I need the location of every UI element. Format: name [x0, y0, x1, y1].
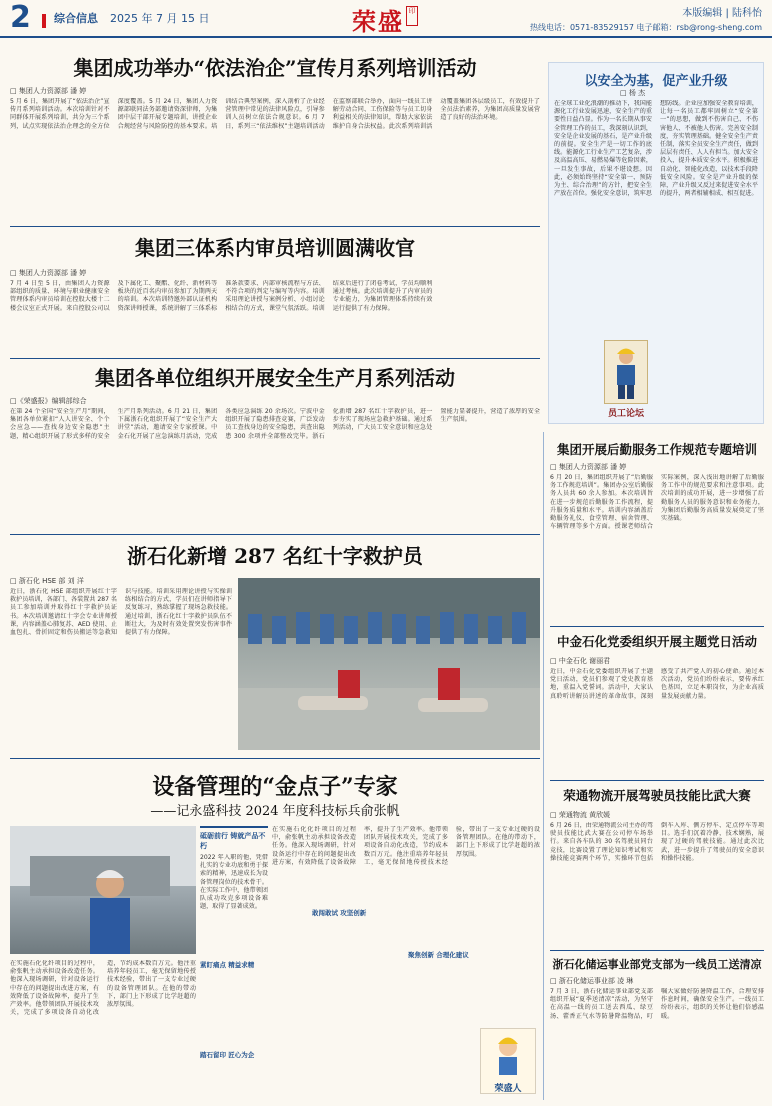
article-6-byline: □ 集团人力资源部 潘 婷	[550, 463, 627, 471]
page-category: 综合信息	[54, 12, 98, 25]
article-2-body: 7 月 4 日至 5 日，由集团人力资源部组织的质量、环境与职业健康安全管理体系内审员培训在控股大楼十二楼会议室正式开展。来自控股公司以及下属化工、聚酯、化纤、新材料等板块的近百名内审员参加了为期两天的培训。本次培训特邀外部认证机构资深讲师授课，系统讲解了三体系标准条款要求、内部审核流程与方法、不符合项的判定与编写等内容。培训采用理论讲授与案例分析、小组讨论相结合的方式，课堂气氛活跃。培训结束后进行了闭卷考试，学员均顺利通过考核。此次培训提升了内审员的专业能力，为集团管理体系持续有效运行提供了有力保障。	[10, 280, 433, 312]
article-6-title: 集团开展后勤服务工作规范专题培训	[556, 442, 757, 457]
article-6-body: 6 月 20 日，集团组织开展了“后勤服务工作规范培训”。集团办公室后勤服务人员共 60 余人参加。本次培训旨在进一步规范后勤服务工作流程，提升服务质量和水平。培训内容涵盖后勤服务礼仪、食堂管理、宿舍管理、车辆管理等多个方面。授课老师结合实际案例，深入浅出地讲解了后勤服务工作中的规范要求和注意事项。此次培训的成功开展，进一步增强了后勤服务人员的服务意识和业务能力，为集团后勤服务高质量发展奠定了坚实基础。	[550, 474, 764, 531]
article-9-byline: □ 浙石化储运事业部 凌 琳	[550, 977, 634, 985]
worker-portrait-icon	[10, 826, 196, 954]
article-4-title: 浙石化新增 287 名红十字救护员	[127, 544, 423, 568]
divider	[10, 534, 540, 535]
article-3-body: 在第 24 个全国“安全生产月”期间，集团各单位紧扣“人人讲安全、个个会应急——查找身边安全隐患”主题，精心组织开展了形式多样的安全生产月系列活动。6 月 21 日，集团下属浙石化组织开展了“安全生产大讲堂”活动，邀请安全专家授课。中金石化开展了应急演练月活动，完成各类应急演练 20 余场次。宁波中金组织开展了隐患排查竞赛，广泛发动员工查找身边的安全隐患，共查出隐患 300 余项并全部整改完毕。浙石化新增 287 名红十字救护员，进一步夯实了现场应急救护基础。通过系列活动，广大员工安全意识和应急处置能力显著提升，营造了浓厚的安全生产氛围。	[10, 408, 540, 440]
article-5-subtitle: ——记永盛科技 2024 年度科技标兵俞张帆	[150, 804, 400, 819]
article-2-title: 集团三体系内审员培训圆满收官	[135, 236, 415, 260]
cartoon-box	[480, 1028, 536, 1094]
cpr-training-photo	[238, 578, 540, 750]
section-heading-2: 敢闯敢试 攻坚创新	[312, 909, 367, 917]
opinion-illustration	[604, 340, 648, 404]
article-9-body: 7 月 3 日，浙石化储运事业部党支部组织开展“夏季送清凉”活动，为坚守在高温一线的员工送去西瓜、绿豆汤、藿香正气水等防暑降温物品，叮嘱大家做好防暑降温工作，合理安排作息时间，确保安全生产。一线员工纷纷表示，组织的关怀让他们倍感温暖。	[550, 988, 764, 1020]
article-7-title: 中金石化党委组织开展主题党日活动	[556, 634, 757, 649]
opinion-caption: 员工论坛	[607, 409, 644, 419]
employee-photo	[10, 826, 196, 954]
issue-date: 2025 年 7 月 15 日	[110, 12, 210, 25]
article-5-body: 在实施石化化纤项目的过程中，俞张帆主动承担设备改造任务。他深入现场调研，针对设备运行中存在的问题提出改进方案，有效降低了设备故障率，提升了生产效率。他带领团队开展技术攻关，完成了多项设备自动化改造，节约成本数百万元。他注重培养年轻员工，毫无保留地传授技术经验，带出了一支专业过硬的设备管理团队。在他的带动下，部门上下形成了比学赶超的浓厚氛围。	[272, 826, 540, 866]
logo-seal-icon: 印	[406, 6, 418, 26]
quote-title: 砥砺前行 铸就产品不朽	[200, 832, 266, 850]
divider	[10, 358, 540, 359]
article-7-body: 近日，中金石化党委组织开展了主题党日活动，党员们参观了党史教育基地，重温入党誓词。活动中，大家认真聆听讲解员讲述的革命故事，深刻感受了共产党人的初心使命。通过本次活动，党员们纷纷表示，要传承红色基因，立足本职岗位，为企业高质量发展贡献力量。	[550, 668, 764, 700]
cartoon-worker-icon	[481, 1029, 535, 1077]
divider	[10, 226, 540, 227]
section-heading-4: 踏石留印 匠心为企	[200, 1051, 255, 1059]
newspaper-logo: 荣盛	[352, 7, 404, 36]
article-5-body-extra: 在实施石化化纤项目的过程中，俞张帆主动承担设备改造任务。他深入现场调研，针对设备运行中存在的问题提出改进方案，有效降低了设备故障率，提升了生产效率。他带领团队开展技术攻关，完成了多项设备自动化改造，节约成本数百万元。他注重培养年轻员工，毫无保留地传授技术经验，带出了一支专业过硬的设备管理团队。在他的带动下，部门上下形成了比学赶超的浓厚氛围。	[10, 960, 196, 1017]
quote-body: 2022 年入职的他，凭借扎实的专业功底和勇于探索的精神，迅速成长为设备管理岗位的技术骨干。在实际工作中，他带领团队成功攻克多项设备难题，取得了显著成效。	[200, 854, 268, 911]
training-scene-icon	[238, 578, 540, 750]
divider	[550, 950, 764, 951]
article-1-title: 集团成功举办“依法治企”宣传月系列培训活动	[73, 56, 477, 80]
article-1-byline: □ 集团人力资源部 潘 婷	[10, 87, 87, 95]
section-heading-1: 紧盯痛点 精益求精	[200, 961, 255, 969]
cartoon-caption: 荣盛人	[494, 1084, 522, 1094]
article-9-title: 浙石化储运事业部党支部为一线员工送清凉	[552, 958, 762, 971]
article-8-byline: □ 荣通物流 黄欣媛	[550, 811, 611, 819]
opinion-byline: □ 杨 杰	[620, 89, 646, 97]
article-8-body: 6 月 26 日，由荣通物流公司主办的驾驶员技能比武大赛在公司停车场举行。来自各车队的 30 名驾驶员同台竞技，比赛设置了理论知识考试和实操技能竞赛两个环节，实操环节包括倒车入库、侧方停车、定点停车等项目。选手们沉着冷静，技术娴熟，展现了过硬的驾驶技能。通过此次比武，进一步提升了驾驶员的安全意识和操作技能。	[550, 822, 764, 862]
page-number: 2	[10, 0, 31, 35]
contact-line: 热线电话：0571-83529157 电子邮箱：rsb@rong-sheng.com	[529, 23, 762, 32]
quote-column	[200, 826, 268, 956]
section-heading-3: 聚焦创新 合理化建议	[408, 951, 469, 959]
divider	[550, 626, 764, 627]
article-5-title: 设备管理的“金点子”专家	[152, 774, 398, 800]
article-4-byline: □ 浙石化 HSE 部 刘 洋	[10, 577, 84, 585]
article-8-title: 荣通物流开展驾驶员技能比武大赛	[563, 788, 751, 803]
page-number-accent	[42, 14, 46, 28]
opinion-body: 在全球工业化浪潮的推动下，我国能源化工行业发展迅速，安全生产的重要性日益凸显。作为一名长期从事安全管理工作的员工，我深刻认识到，安全是企业发展的基石，是产业升级的前提。安全生产是一切工作的底线。能源化工行业生产工艺复杂，涉及高温高压、易燃易爆等危险因素，一旦发生事故，后果不堪设想。因此，必须始终坚持“安全第一、预防为主、综合治理”的方针，把安全生产放在首位。强化安全意识，筑牢思想防线。企业应加强安全教育培训，让每一名员工都牢固树立“安全第一”的思想，做到不伤害自己、不伤害他人、不被他人伤害。完善安全制度，夯实管理基础。健全安全生产责任制，落实全员安全生产责任，做到层层有责任、人人有担当。加大安全投入，提升本质安全水平。积极推进自动化、智能化改造，以技术手段降低安全风险。安全是产业升级的保障，产业升级又反过来促进安全水平的提升，两者相辅相成、相互促进。	[554, 100, 758, 198]
divider	[550, 780, 764, 781]
article-1-body: 5 月 6 日，集团开展了“依法治企”宣传月系列培训活动。本次培训针对不同群体开展系列培训，共分为三个系列，试点实现依法治企理念的全方位深度覆盖。5 月 24 日，集团人力资源部联同法务部邀请资深律师，为集团中层干部开展专题培训，讲授企业合规经营与风险防控的基本要求。培训结合典型案例，深入剖析了企业经营管理中常见的法律风险点，引导参训人员树立依法合规意识。6 月 7 日，系列三“依法维权”主题培训活动在监察部联合举办，面向一线员工讲解劳动合同、工伤保险等与员工切身利益相关的法律知识，帮助大家依法维护自身合法权益。此次系列培训活动覆盖集团各层级员工，有效提升了全员法治素养，为集团高质量发展营造了良好的法治环境。	[10, 98, 540, 130]
page-editor: 本版编辑 | 陆科怡	[682, 8, 762, 19]
article-3-byline: □《荣盛报》编辑部综合	[10, 397, 87, 405]
article-7-byline: □ 中金石化 谢丽君	[550, 657, 611, 665]
article-2-byline: □ 集团人力资源部 潘 婷	[10, 269, 87, 277]
divider	[10, 758, 540, 759]
article-3-title: 集团各单位组织开展安全生产月系列活动	[95, 366, 455, 390]
column-rule	[543, 432, 544, 1100]
article-4-body: 近日，浙石化 HSE 部组织开展红十字救护员培训，各部门、各装置共 287 名员工参加培训并取得红十字救护员证书。本次培训邀请红十字会专业讲师授课，内容涵盖心肺复苏、AED 使用、止血包扎、骨折固定和伤员搬运等急救知识与技能。培训采用理论讲授与实操训练相结合的方式，学员们在讲师指导下反复练习，熟练掌握了现场急救技能。通过培训，浙石化红十字救护员队伍不断壮大，为及时有效处置突发伤害事件提供了有力保障。	[10, 588, 232, 637]
worker-illustration-icon	[605, 341, 647, 403]
opinion-title: 以安全为基，促产业升级	[584, 74, 728, 89]
